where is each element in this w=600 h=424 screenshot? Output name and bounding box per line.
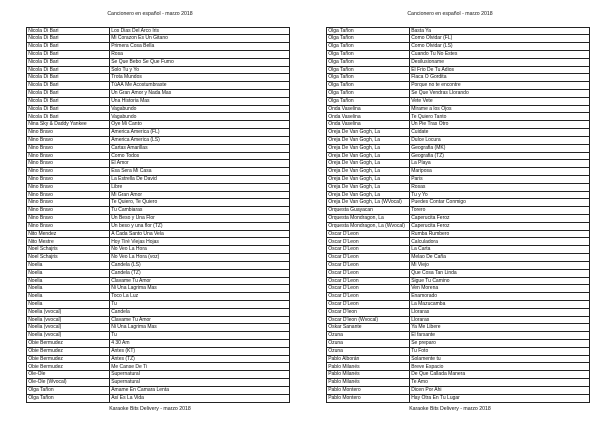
song-cell: Dicen Por Ahi [410,386,590,394]
song-cell: Libre [110,183,290,191]
song-cell: TúAÁ Me Acostumbraste [110,82,290,90]
artist-cell: Ole-Ole [27,371,110,379]
song-cell: Caperucita Feroz [410,215,590,223]
song-cell: Dulce Locura [410,136,590,144]
song-cell: Como Olvidar (LS) [410,43,590,51]
song-cell: El farsante [410,332,590,340]
song-cell: Solamente tu [410,355,590,363]
artist-cell: Nino Bravo [27,129,110,137]
song-cell: Tu [110,332,290,340]
artist-cell: Nino Bravo [27,168,110,176]
table-row [327,50,590,58]
song-cell: Rosa [110,50,290,58]
song-cell: Que Cosa Tan Linda [410,269,590,277]
song-cell: Mi Corazon Es Un Gitano [110,35,290,43]
song-cell: Como Olvidar (FL) [410,35,590,43]
artist-cell: Nicola Di Bari [27,105,110,113]
song-cell: Antes (TZ) [110,355,290,363]
song-cell: Enamorado [410,293,590,301]
table-row [327,355,590,363]
table-row [327,340,590,348]
song-cell: Geografia (TZ) [410,152,590,160]
table-row [27,230,290,238]
song-cell: 4 30 Am [110,340,290,348]
song-cell: Se Que Vendras Llorando [410,90,590,98]
artist-cell: Noelia (vvocal) [27,308,110,316]
table-row [27,27,290,35]
artist-cell: Nino Bravo [27,191,110,199]
table-row [27,129,290,137]
table-row [27,160,290,168]
song-cell: Desilusioname [410,58,590,66]
table-row [27,261,290,269]
table-row [27,121,290,129]
artist-cell: Pablo Milanés [327,363,410,371]
artist-cell: Oreja De Van Gogh, La [327,152,410,160]
table-row [327,386,590,394]
table-row [327,371,590,379]
song-cell: Mi Viejo [410,261,590,269]
song-cell: Clavame Tu Amor [110,277,290,285]
artist-cell: Noelia [27,269,110,277]
song-cell: Candela (TZ) [110,269,290,277]
artist-cell: Oscar D'Leon [327,254,410,262]
song-cell: Torero [410,207,590,215]
table-row [27,332,290,340]
song-table [26,27,290,403]
artist-cell: Nicola Di Bari [27,58,110,66]
table-row [327,160,590,168]
table-row [27,254,290,262]
artist-cell: Oscar D'leon (Wvocal) [327,316,410,324]
artist-cell: Nicola Di Bari [27,35,110,43]
table-row [27,222,290,230]
artist-cell: Noelia (vvocal) [27,332,110,340]
artist-cell: Oreja De Van Gogh, La [327,175,410,183]
table-row [27,355,290,363]
artist-cell: Oscar D'Leon [327,300,410,308]
table-row [327,129,590,137]
artist-cell: Noelia [27,285,110,293]
table-row [327,35,590,43]
artist-cell: Pablo Milanés [327,371,410,379]
song-cell: Ya Me Libere [410,324,590,332]
table-row [327,254,590,262]
song-cell: Melao De Caña [410,254,590,262]
artist-cell: Obie Bermudez [27,347,110,355]
song-cell: Mariposa [410,168,590,176]
table-row [27,238,290,246]
artist-cell: Nicola Di Bari [27,90,110,98]
artist-cell: Oscar D'Leon [327,269,410,277]
artist-cell: Nicola Di Bari [27,113,110,121]
song-cell: Tu y Yo [410,191,590,199]
table-row [27,183,290,191]
table-row [27,316,290,324]
table-row [327,207,590,215]
song-cell: Ven Morena [410,285,590,293]
artist-cell: Olga Tañon [327,82,410,90]
song-cell: El Frio De Tu Adios [410,66,590,74]
table-row [327,191,590,199]
song-cell: Un beso y una flor (TZ) [110,222,290,230]
table-row [327,27,590,35]
artist-cell: Olga Tañon [327,58,410,66]
artist-cell: Pablo Montero [327,386,410,394]
table-row [327,316,590,324]
artist-cell: Pablo Montero [327,394,410,402]
song-cell: Te Amo [410,379,590,387]
table-row [27,285,290,293]
artist-cell: Nino Bravo [27,136,110,144]
table-row [327,394,590,402]
song-cell: Cartas Amarillas [110,144,290,152]
table-row [327,58,590,66]
song-cell: Puedes Contar Conmigo [410,199,590,207]
artist-cell: Olga Tañon [327,90,410,98]
artist-cell: Olga Tañon [327,27,410,35]
table-row [327,293,590,301]
song-cell: America America (LS) [110,136,290,144]
artist-cell: Olga Tañon [327,50,410,58]
artist-cell: Noelia [27,293,110,301]
song-cell: Paris [410,175,590,183]
song-cell: Rumba Rumbero [410,230,590,238]
table-row [27,105,290,113]
table-row [27,35,290,43]
table-row [27,113,290,121]
table-row [327,308,590,316]
artist-cell: Nicola Di Bari [27,97,110,105]
table-row [27,58,290,66]
table-row [27,152,290,160]
artist-cell: Ozuna [327,332,410,340]
artist-cell: Orquesta Mondragon, La [327,215,410,223]
song-cell: Candela (LS) [110,261,290,269]
artist-cell: Nino Bravo [27,207,110,215]
artist-cell: Nicola Di Bari [27,66,110,74]
table-row [327,175,590,183]
song-cell: Lloraras [410,308,590,316]
song-cell: Trota Mundos [110,74,290,82]
song-cell: Amame En Camara Lenta [110,386,290,394]
song-cell: Candela [110,308,290,316]
artist-cell: Oreja De Van Gogh, La [327,160,410,168]
artist-cell: Obie Bermudez [27,340,110,348]
table-row [27,50,290,58]
song-cell: Oye Mi Canto [110,121,290,129]
table-row [27,199,290,207]
table-row [327,230,590,238]
artist-cell: Nino Bravo [27,160,110,168]
artist-cell: Noelia [27,300,110,308]
artist-cell: Nito Mendez [27,230,110,238]
song-cell: Flaca O Gordita [410,74,590,82]
song-cell: Se preparo [410,340,590,348]
artist-cell: Nino Bravo [27,215,110,223]
song-cell: Calculadora [410,238,590,246]
song-cell: Cuando Tu No Estes [410,50,590,58]
table-row [327,199,590,207]
artist-cell: Nino Bravo [27,152,110,160]
table-row [27,308,290,316]
artist-cell: Orquesta Mondragon, La (Wvocal) [327,222,410,230]
song-cell: La Mazucamba [410,300,590,308]
song-cell: Esa Sera Mi Casa [110,168,290,176]
song-cell: Se Que Bebo Se Que Fumo [110,58,290,66]
table-row [27,175,290,183]
song-cell: Mi Gran Amor [110,191,290,199]
table-row [327,82,590,90]
artist-cell: Pablo Milanés [327,379,410,387]
table-row [27,269,290,277]
artist-cell: Noelia (vvocal) [27,324,110,332]
song-cell: De Que Callada Manera [410,371,590,379]
song-cell: Supernatural [110,371,290,379]
song-cell: Ni Una Lagrima Mas [110,324,290,332]
table-row [27,215,290,223]
table-row [327,43,590,51]
song-cell: Cuidate [410,129,590,137]
song-cell: Me Canse De Ti [110,363,290,371]
table-row [327,379,590,387]
table-row [27,277,290,285]
artist-cell: Nino Bravo [27,199,110,207]
song-cell: La Playa [410,160,590,168]
table-row [27,90,290,98]
artist-cell: Oreja De Van Gogh, La [327,183,410,191]
song-cell: Antes (KT) [110,347,290,355]
table-row [327,324,590,332]
artist-cell: Obie Bermudez [27,363,110,371]
artist-cell: Oscar D'Leon [327,293,410,301]
song-cell: Te Quiero Tanto [410,113,590,121]
artist-cell: Nito Mestre [27,238,110,246]
artist-cell: Olga Tañon [27,394,110,402]
artist-cell: Oscar D'Leon [327,238,410,246]
table-row [327,183,590,191]
table-row [27,324,290,332]
table-row [327,136,590,144]
page-header: Cancionero en español - marzo 2018 [107,11,193,17]
table-row [327,347,590,355]
artist-cell: Oreja De Van Gogh, La (WVocal) [327,199,410,207]
table-row [27,144,290,152]
song-cell: Lloraras [410,316,590,324]
artist-cell: Nicola Di Bari [27,50,110,58]
table-row [27,82,290,90]
song-cell: La Estrella De David [110,175,290,183]
artist-cell: Olga Tañon [327,74,410,82]
table-row [327,332,590,340]
page-footer: Karaoke Bits Delivery - marzo 2018 [409,406,491,412]
artist-cell: Oreja De Van Gogh, La [327,168,410,176]
artist-cell: Noel Schajris [27,254,110,262]
table-row [327,277,590,285]
artist-cell: Oreja De Van Gogh, La [327,129,410,137]
song-cell: Vagabundo [110,105,290,113]
table-row [27,340,290,348]
table-row [327,238,590,246]
table-row [327,215,590,223]
song-cell: Te Quiero, Te Quiero [110,199,290,207]
song-cell: Ni Una Lagrima Mas [110,285,290,293]
song-cell: Un Beso y Una Flor [110,215,290,223]
table-row [327,90,590,98]
table-row [27,74,290,82]
table-row [27,66,290,74]
song-cell: El Amor [110,160,290,168]
artist-cell: Obie Bermudez [27,355,110,363]
song-cell: No Veo La Hora (voz) [110,254,290,262]
song-cell: Breve Espacio [410,363,590,371]
table-row [27,300,290,308]
song-cell: Un Gran Amor y Nada Mas [110,90,290,98]
table-row [327,121,590,129]
artist-cell: Onda Vaselina [327,121,410,129]
artist-cell: Onda Vaselina [327,113,410,121]
artist-cell: Olga Tañon [27,386,110,394]
artist-cell: Nicola Di Bari [27,27,110,35]
page-header: Cancionero en español - marzo 2018 [407,11,493,17]
song-cell: Geografia (MK) [410,144,590,152]
artist-cell: Nicola Di Bari [27,74,110,82]
table-row [327,74,590,82]
song-cell: Hoy Tiré Viejas Hojas [110,238,290,246]
song-cell: Solo Tu y Yo [110,66,290,74]
table-row [27,136,290,144]
artist-cell: Oscar D'Leon [327,230,410,238]
artist-cell: Oscar D'Leon [327,246,410,254]
artist-cell: Oscar D'Leon [327,285,410,293]
table-row [327,105,590,113]
table-row [327,152,590,160]
artist-cell: Oreja De Van Gogh, La [327,136,410,144]
song-cell: Tu [110,300,290,308]
table-row [327,222,590,230]
artist-cell: Nino Bravo [27,222,110,230]
table-row [27,379,290,387]
song-cell: Mirame a los Ojos [410,105,590,113]
song-cell: Un Pie Tras Otro [410,121,590,129]
song-cell: Tu Foto [410,347,590,355]
table-row [327,66,590,74]
song-cell: Primera Cosa Bella [110,43,290,51]
table-row [327,113,590,121]
table-row [27,363,290,371]
artist-cell: Oscar D'leon [327,308,410,316]
table-row [27,386,290,394]
song-cell: Los Dias Del Arco Iris [110,27,290,35]
song-table [326,27,590,403]
artist-cell: Orquesta Guayacan [327,207,410,215]
table-row [27,43,290,51]
table-row [27,168,290,176]
song-cell: Caperucita Feroz [410,222,590,230]
table-row [27,394,290,402]
artist-cell: Ozuna [327,347,410,355]
artist-cell: Noelia [27,261,110,269]
artist-cell: Olga Tañon [327,97,410,105]
song-cell: Hay Otra En Tu Lugar [410,394,590,402]
table-row [327,246,590,254]
song-cell: Basta Ya [410,27,590,35]
table-row [27,207,290,215]
artist-cell: Oscar D'Leon [327,277,410,285]
table-row [327,261,590,269]
artist-cell: Ole-Ole (Wvocal) [27,379,110,387]
artist-cell: Olga Tañon [327,66,410,74]
artist-cell: Noel Schajris [27,246,110,254]
table-row [27,293,290,301]
table-row [327,363,590,371]
artist-cell: Oscar D'Leon [327,261,410,269]
artist-cell: Pablo Alborán [327,355,410,363]
song-cell: Supernatural [110,379,290,387]
table-row [327,269,590,277]
table-row [327,144,590,152]
table-row [327,285,590,293]
table-row [27,97,290,105]
table-row [327,168,590,176]
artist-cell: Nino Bravo [27,183,110,191]
artist-cell: Nino Bravo [27,175,110,183]
artist-cell: Oreja De Van Gogh, La [327,144,410,152]
song-cell: A Cada Santo Una Vela [110,230,290,238]
song-cell: Vagabundo [110,113,290,121]
song-cell: Porque no te encontre [410,82,590,90]
song-cell: America America (FL) [110,129,290,137]
artist-cell: Onda Vaselina [327,105,410,113]
song-cell: Toco La Luz [110,293,290,301]
song-cell: Sigue Tu Camino [410,277,590,285]
table-row [27,246,290,254]
table-row [327,97,590,105]
song-cell: Vete Vete [410,97,590,105]
artist-cell: Noelia [27,277,110,285]
table-row [27,347,290,355]
table-row [327,300,590,308]
artist-cell: Noelia (vvocal) [27,316,110,324]
artist-cell: Olga Tañon [327,35,410,43]
artist-cell: Nicola Di Bari [27,43,110,51]
table-row [27,191,290,199]
song-cell: La Carta [410,246,590,254]
song-cell: Una Historia Mas [110,97,290,105]
page-footer: Karaoke Bits Delivery - marzo 2018 [109,406,191,412]
page-right [300,0,600,424]
artist-cell: Oskar Sanante [327,324,410,332]
artist-cell: Olga Tañon [327,43,410,51]
table-row [27,371,290,379]
artist-cell: Ozuna [327,340,410,348]
artist-cell: Oreja De Van Gogh, La [327,191,410,199]
song-cell: No Veo La Hora [110,246,290,254]
song-cell: Como Todos [110,152,290,160]
song-cell: Tu Cambiaras [110,207,290,215]
artist-cell: Nino Bravo [27,144,110,152]
artist-cell: Nicola Di Bari [27,82,110,90]
song-cell: Así Es La Vida [110,394,290,402]
artist-cell: Nina Sky & Daddy Yankee [27,121,110,129]
song-cell: Clavame Tu Amor [110,316,290,324]
song-cell: Rosas [410,183,590,191]
